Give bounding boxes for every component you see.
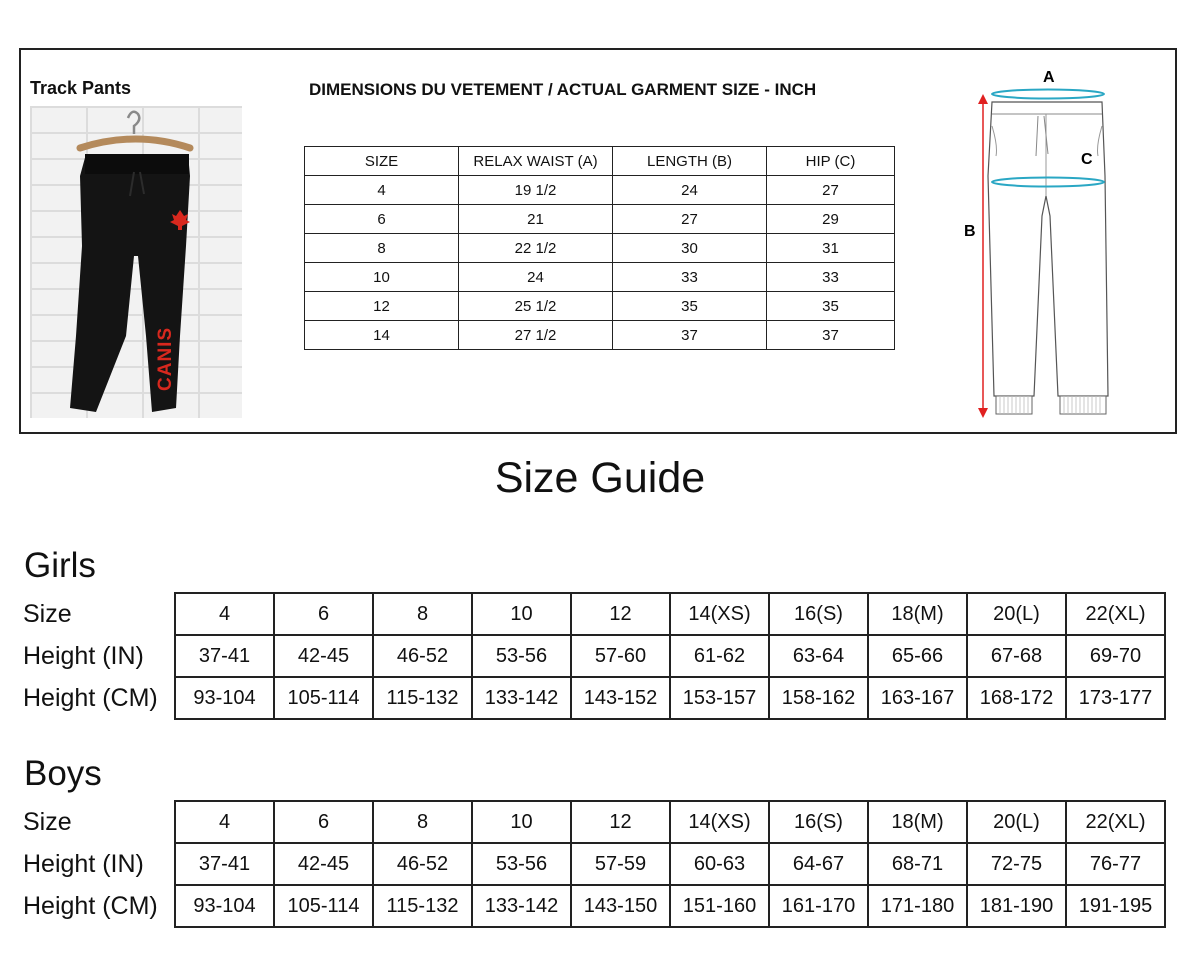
- girls-row-labels: [23, 593, 158, 719]
- table-cell: 18(M): [868, 593, 967, 635]
- table-cell: 21: [459, 205, 613, 234]
- table-cell: 22 1/2: [459, 234, 613, 263]
- table-cell: 171-180: [868, 885, 967, 927]
- table-cell: 19 1/2: [459, 176, 613, 205]
- table-cell: 14(XS): [670, 801, 769, 843]
- table-cell: 63-64: [769, 635, 868, 677]
- table-cell: 93-104: [175, 885, 274, 927]
- table-row: [305, 234, 895, 263]
- girls-title: Girls: [24, 546, 96, 585]
- table-cell: 20(L): [967, 801, 1066, 843]
- table-cell: 10: [472, 801, 571, 843]
- table-cell: 143-152: [571, 677, 670, 719]
- table-cell: 53-56: [472, 635, 571, 677]
- measurement-diagram: [966, 56, 1146, 426]
- table-cell: 105-114: [274, 885, 373, 927]
- table-cell: 33: [613, 263, 767, 292]
- table-cell: 8: [305, 234, 459, 263]
- table-cell: 12: [571, 593, 670, 635]
- table-cell: 24: [459, 263, 613, 292]
- table-cell: 57-59: [571, 843, 670, 885]
- photo-print-text: CANIS: [155, 326, 176, 392]
- table-cell: 35: [767, 292, 895, 321]
- table-cell: 33: [767, 263, 895, 292]
- table-cell: 14: [305, 321, 459, 350]
- garment-panel: [19, 48, 1177, 434]
- table-cell: 20(L): [967, 593, 1066, 635]
- table-cell: 37: [767, 321, 895, 350]
- table-cell: 29: [767, 205, 895, 234]
- table-header-row: [305, 147, 895, 176]
- height-in-row: [175, 843, 1165, 885]
- dimensions-heading: DIMENSIONS DU VETEMENT / ACTUAL GARMENT SIZE - INCH: [309, 80, 817, 99]
- table-cell: 18(M): [868, 801, 967, 843]
- table-cell: 30: [613, 234, 767, 263]
- size-guide-title: Size Guide: [494, 454, 706, 502]
- boys-row-labels: [23, 801, 158, 927]
- column-header: RELAX WAIST (A): [459, 147, 613, 176]
- table-cell: 173-177: [1066, 677, 1165, 719]
- table-cell: 133-142: [472, 677, 571, 719]
- table-cell: 46-52: [373, 635, 472, 677]
- table-cell: 68-71: [868, 843, 967, 885]
- table-cell: 27 1/2: [459, 321, 613, 350]
- table-row: [305, 321, 895, 350]
- table-cell: 31: [767, 234, 895, 263]
- table-cell: 67-68: [967, 635, 1066, 677]
- product-title: Track Pants: [30, 78, 132, 98]
- row-label-height-cm: Height (CM): [23, 684, 158, 712]
- column-header: LENGTH (B): [613, 147, 767, 176]
- table-cell: 22(XL): [1066, 593, 1165, 635]
- table-cell: 133-142: [472, 885, 571, 927]
- table-cell: 4: [175, 801, 274, 843]
- row-label-height-in: Height (IN): [23, 642, 144, 670]
- table-cell: 168-172: [967, 677, 1066, 719]
- table-cell: 10: [472, 593, 571, 635]
- table-cell: 181-190: [967, 885, 1066, 927]
- size-row: [175, 801, 1165, 843]
- table-cell: 53-56: [472, 843, 571, 885]
- table-cell: 46-52: [373, 843, 472, 885]
- table-cell: 24: [613, 176, 767, 205]
- track-pants-photo: [30, 106, 242, 418]
- table-cell: 6: [305, 205, 459, 234]
- table-cell: 42-45: [274, 843, 373, 885]
- table-cell: 8: [373, 801, 472, 843]
- table-cell: 105-114: [274, 677, 373, 719]
- table-cell: 153-157: [670, 677, 769, 719]
- table-cell: 143-150: [571, 885, 670, 927]
- table-row: [305, 263, 895, 292]
- label-b: B: [964, 223, 976, 240]
- table-cell: 12: [305, 292, 459, 321]
- table-cell: 27: [613, 205, 767, 234]
- table-cell: 4: [175, 593, 274, 635]
- table-cell: 37-41: [175, 843, 274, 885]
- table-cell: 12: [571, 801, 670, 843]
- table-cell: 158-162: [769, 677, 868, 719]
- waist-ring: [992, 90, 1104, 99]
- label-a: A: [1043, 69, 1055, 86]
- table-cell: 4: [305, 176, 459, 205]
- table-cell: 25 1/2: [459, 292, 613, 321]
- table-cell: 37-41: [175, 635, 274, 677]
- table-cell: 8: [373, 593, 472, 635]
- table-cell: 6: [274, 801, 373, 843]
- table-cell: 22(XL): [1066, 801, 1165, 843]
- size-row: [175, 593, 1165, 635]
- label-c: C: [1081, 151, 1093, 168]
- table-cell: 163-167: [868, 677, 967, 719]
- table-cell: 65-66: [868, 635, 967, 677]
- table-cell: 151-160: [670, 885, 769, 927]
- column-header: HIP (C): [767, 147, 895, 176]
- table-row: [305, 176, 895, 205]
- table-cell: 69-70: [1066, 635, 1165, 677]
- table-cell: 14(XS): [670, 593, 769, 635]
- table-cell: 93-104: [175, 677, 274, 719]
- girls-size-table: [174, 592, 1166, 720]
- table-cell: 10: [305, 263, 459, 292]
- table-cell: 115-132: [373, 677, 472, 719]
- table-cell: 6: [274, 593, 373, 635]
- row-label-size: Size: [23, 600, 72, 628]
- row-label-height-in: Height (IN): [23, 850, 144, 878]
- table-cell: 115-132: [373, 885, 472, 927]
- table-cell: 42-45: [274, 635, 373, 677]
- table-cell: 57-60: [571, 635, 670, 677]
- column-header: SIZE: [305, 147, 459, 176]
- table-cell: 16(S): [769, 801, 868, 843]
- table-cell: 37: [613, 321, 767, 350]
- product-photo: [30, 106, 242, 418]
- table-cell: 72-75: [967, 843, 1066, 885]
- height-in-row: [175, 635, 1165, 677]
- row-label-size: Size: [23, 808, 72, 836]
- table-row: [305, 205, 895, 234]
- boys-title: Boys: [24, 754, 102, 793]
- table-cell: 191-195: [1066, 885, 1165, 927]
- table-cell: 76-77: [1066, 843, 1165, 885]
- table-cell: 64-67: [769, 843, 868, 885]
- height-cm-row: [175, 677, 1165, 719]
- boys-size-table: [174, 800, 1166, 928]
- table-row: [305, 292, 895, 321]
- table-cell: 16(S): [769, 593, 868, 635]
- table-cell: 61-62: [670, 635, 769, 677]
- table-cell: 60-63: [670, 843, 769, 885]
- garment-dimensions-table: [304, 146, 895, 350]
- height-cm-row: [175, 885, 1165, 927]
- row-label-height-cm: Height (CM): [23, 892, 158, 920]
- table-cell: 27: [767, 176, 895, 205]
- table-cell: 35: [613, 292, 767, 321]
- table-cell: 161-170: [769, 885, 868, 927]
